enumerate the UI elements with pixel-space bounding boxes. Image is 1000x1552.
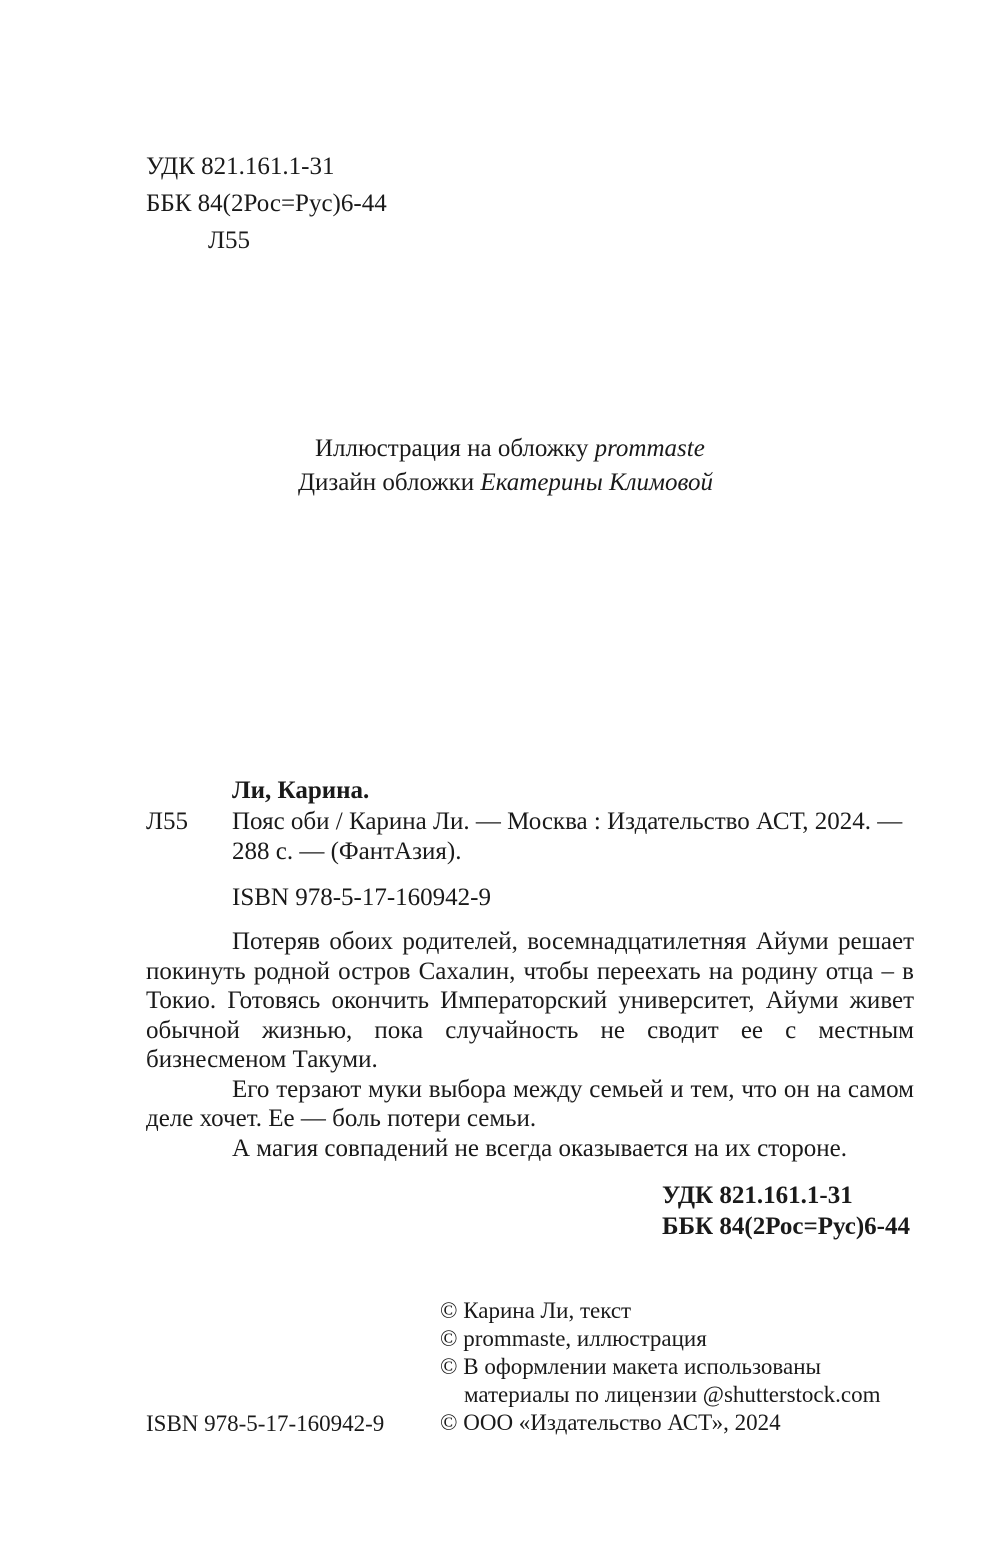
illustration-name: prommaste <box>594 435 705 462</box>
bbk-bottom: ББК 84(2Рос=Рус)6-44 <box>662 1213 910 1240</box>
copyright-line: материалы по лицензии @shutterstock.com <box>464 1382 881 1407</box>
bibliographic-line-1: Пояс оби / Карина Ли. — Москва : Издательство АСТ, 2024. — <box>232 808 903 835</box>
annotation <box>146 927 914 1163</box>
annotation-paragraph: Его терзают муки выбора между семьей и тем, что он на самом деле хочет. Ее — боль потери семьи. <box>146 1075 914 1132</box>
design-label: Дизайн обложки <box>298 469 475 496</box>
copyright-line: © prommaste, иллюстрация <box>440 1326 707 1351</box>
copyright-line: © В оформлении макета использованы <box>440 1354 821 1379</box>
author-code-top: Л55 <box>208 227 250 254</box>
copyright-block <box>440 1297 880 1437</box>
isbn-footer: ISBN 978-5-17-160942-9 <box>146 1411 385 1436</box>
bbk-top: ББК 84(2Рос=Рус)6-44 <box>146 190 387 217</box>
udk-bottom: УДК 821.161.1-31 <box>662 1182 853 1209</box>
isbn-record: ISBN 978-5-17-160942-9 <box>232 884 492 911</box>
author-code: Л55 <box>146 808 188 835</box>
udk-top: УДК 821.161.1-31 <box>146 153 335 180</box>
annotation-paragraph: А магия совпадений не всегда оказывается на их стороне. <box>232 1134 848 1162</box>
bibliographic-line-2: 288 с. — (ФантАзия). <box>232 838 462 865</box>
copyright-line: © ООО «Издательство АСТ», 2024 <box>440 1410 781 1435</box>
design-name: Екатерины Климовой <box>480 469 713 496</box>
illustration-credit <box>315 434 705 463</box>
annotation-paragraph: Потеряв обоих родителей, восемнадцатилетняя Айуми решает покинуть родной остров Сахалин, чтобы переехать на родину отца – в Токио. Готовясь окончить Императорский университет, Айуми живет обычной жизнью, пока случайность не сводит ее с местным бизнесменом Такуми. <box>146 928 914 1073</box>
illustration-label: Иллюстрация на обложку <box>315 435 589 462</box>
design-credit <box>298 468 713 497</box>
author-heading: Ли, Карина. <box>232 777 370 804</box>
copyright-line: © Карина Ли, текст <box>440 1298 632 1323</box>
